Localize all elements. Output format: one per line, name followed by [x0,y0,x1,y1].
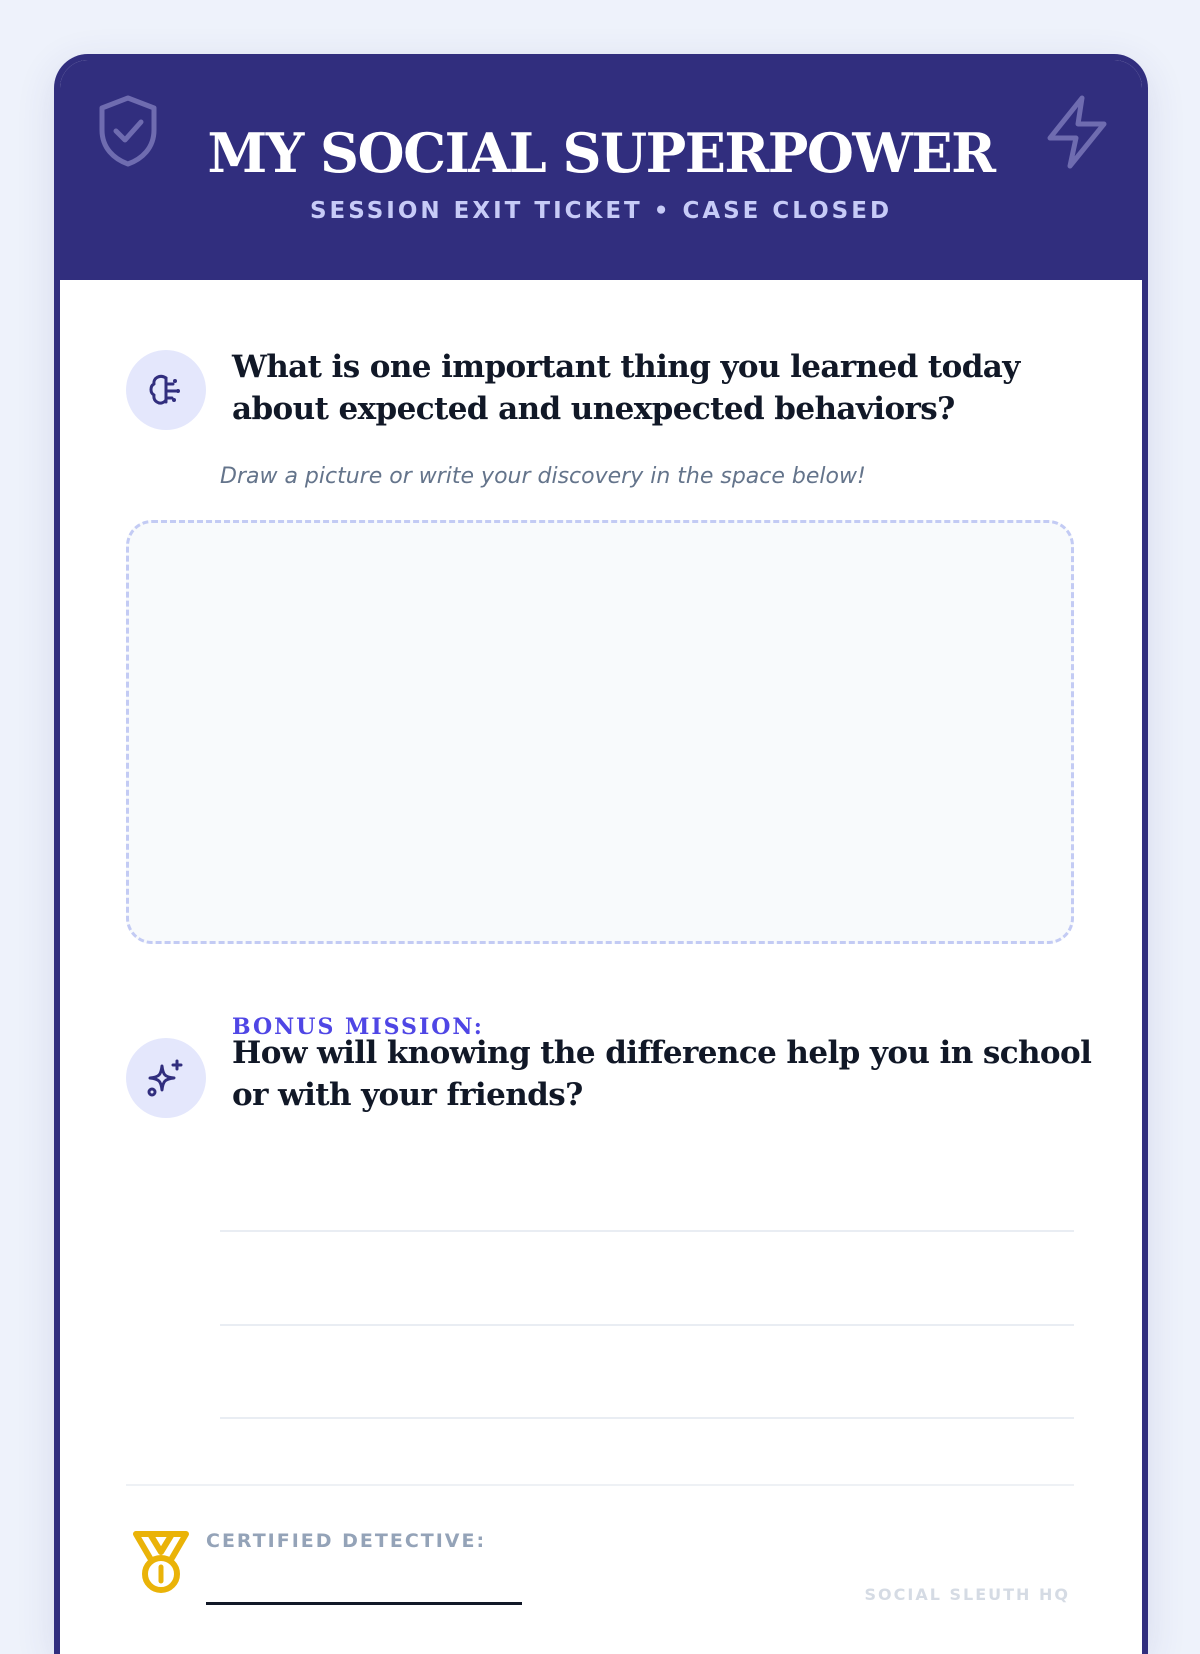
bonus-mission-label: BONUS MISSION: [232,1014,484,1040]
certified-detective-label: CERTIFIED DETECTIVE: [206,1530,487,1552]
header [60,60,1142,280]
footer-divider [126,1484,1074,1486]
page-subtitle: SESSION EXIT TICKET • CASE CLOSED [309,198,893,224]
medal-icon [130,1530,192,1600]
brand-text: SOCIAL SLEUTH HQ [864,1585,1070,1604]
answer-line[interactable] [220,1324,1074,1326]
drawing-area[interactable] [126,520,1074,944]
question2-icon-badge [126,1038,206,1118]
signature-line[interactable] [206,1602,522,1605]
page-title: MY SOCIAL SUPERPOWER [207,121,995,185]
question1-icon-badge [126,350,206,430]
question1-text: What is one important thing you learned today about expected and unexpected behaviors? [232,349,1020,427]
lightning-bolt-icon [1042,94,1112,174]
answer-line[interactable] [220,1230,1074,1232]
answer-line[interactable] [220,1417,1074,1419]
question2-text: How will knowing the difference help you in school or with your friends? [232,1035,1092,1113]
question1-hint: Draw a picture or write your discovery in the space below! [220,464,866,489]
exit-ticket-card [54,54,1148,1654]
